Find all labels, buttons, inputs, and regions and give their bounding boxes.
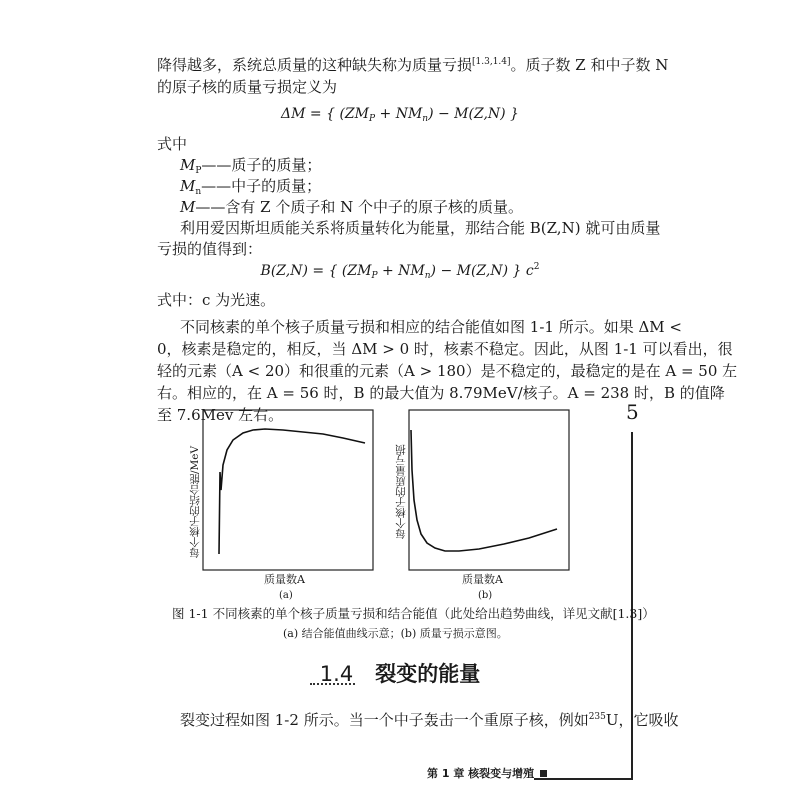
formula-part: B(Z,N) = { (ZM <box>260 263 372 279</box>
paragraph3-line5: 至 7.6Mev 左右。 <box>157 406 284 424</box>
formula-part: ΔM = { (ZM <box>281 106 369 122</box>
formula-sub: n <box>422 114 429 124</box>
def-text: ——含有 Z 个质子和 N 个中子的原子核的质量。 <box>195 198 523 216</box>
formula-binding-energy <box>0 262 800 281</box>
paragraph4-line1 <box>180 707 679 730</box>
section-underline <box>310 683 355 685</box>
def-text: ——质子的质量； <box>201 156 322 174</box>
isotope-mass-number: 235 <box>588 712 606 722</box>
paragraph3-line1: 不同核素的单个核子质量亏损和相应的结合能值如图 1-1 所示。如果 ΔM < <box>180 318 682 336</box>
def-sub: P <box>195 166 202 176</box>
def-symbol: M <box>180 156 196 174</box>
text-segment: 降得越多，系统总质量的这种缺失称为质量亏损 <box>157 56 473 74</box>
reference-marker: [1.3,1.4] <box>472 57 511 67</box>
figure-b-tag: (b) <box>478 590 493 601</box>
def-text: ——中子的质量； <box>201 177 322 195</box>
section-heading <box>0 658 800 688</box>
paragraph3-line2: 0，核素是稳定的，相反，当 ΔM > 0 时，核素不稳定。因此，从图 1-1 可以看出，很 <box>157 340 733 358</box>
page-number: 5 <box>626 400 639 424</box>
figure-a-xlabel: 质量数A <box>264 573 305 586</box>
figure-a-plot <box>203 410 373 570</box>
where-c: 式中：c 为光速。 <box>157 291 276 309</box>
footer-text: 第 1 章 核裂变与增殖 <box>427 767 535 780</box>
paragraph2-line2: 亏损的值得到： <box>157 240 263 258</box>
figure-b-plot <box>409 410 569 570</box>
paragraph1-line2: 的原子核的质量亏损定义为 <box>157 78 338 96</box>
formula-sub: P <box>369 114 376 124</box>
formula-sub: P <box>371 271 378 281</box>
section-number: 1.4 <box>319 662 354 686</box>
def-sub: n <box>195 187 202 197</box>
figure-caption: 图 1-1 不同核素的单个核子质量亏损和结合能值（此处给出趋势曲线，详见文献[1.3]） <box>172 606 655 621</box>
formula-sup: 2 <box>533 262 540 272</box>
section-title: 裂变的能量 <box>375 662 481 686</box>
paragraph2-line1: 利用爱因斯坦质能关系将质量转化为能量，那结合能 B(Z,N) 就可由质量 <box>180 219 661 237</box>
text-segment: U，它吸收 <box>605 711 679 729</box>
formula-part: ) − M(Z,N) } <box>428 106 519 122</box>
figure-subcaption: (a) 结合能值曲线示意；(b) 质量亏损示意图。 <box>283 627 508 640</box>
paragraph3-line4: 右。相应的，在 A = 56 时，B 的最大值为 8.79MeV/核子。A = 238 时，B 的值降 <box>157 384 725 402</box>
figure-a-ylabel: 每个核子的结合能/MeV <box>189 445 201 559</box>
figure-b-xlabel: 质量数A <box>462 573 503 586</box>
definition-nucleus-mass <box>180 197 523 217</box>
figure-b-ylabel: 每个核子的质量亏损 <box>395 444 407 540</box>
formula-part: + NM <box>375 106 423 122</box>
mass-defect-curve <box>411 430 557 551</box>
binding-energy-curve <box>219 429 365 554</box>
paragraph1-line1 <box>157 52 668 75</box>
running-footer <box>427 765 547 781</box>
def-symbol: M <box>180 177 196 195</box>
formula-mass-defect <box>0 106 800 124</box>
footer-square-icon <box>540 770 547 777</box>
def-symbol: M <box>180 198 196 216</box>
text-segment: 裂变过程如图 1-2 所示。当一个中子轰击一个重原子核，例如 <box>180 711 589 729</box>
formula-sub: n <box>424 271 431 281</box>
figure-a-frame <box>203 410 373 570</box>
text-segment: 。质子数 Z 和中子数 N <box>510 56 669 74</box>
figure-a-tag: (a) <box>279 590 293 601</box>
paragraph3-line3: 轻的元素（A < 20）和很重的元素（A > 180）是不稳定的，最稳定的是在 A = 50 左 <box>157 362 738 380</box>
margin-rule-horizontal <box>534 778 632 780</box>
formula-part: + NM <box>377 263 425 279</box>
formula-part: ) − M(Z,N) } c <box>430 263 534 279</box>
where-label: 式中 <box>157 135 188 153</box>
